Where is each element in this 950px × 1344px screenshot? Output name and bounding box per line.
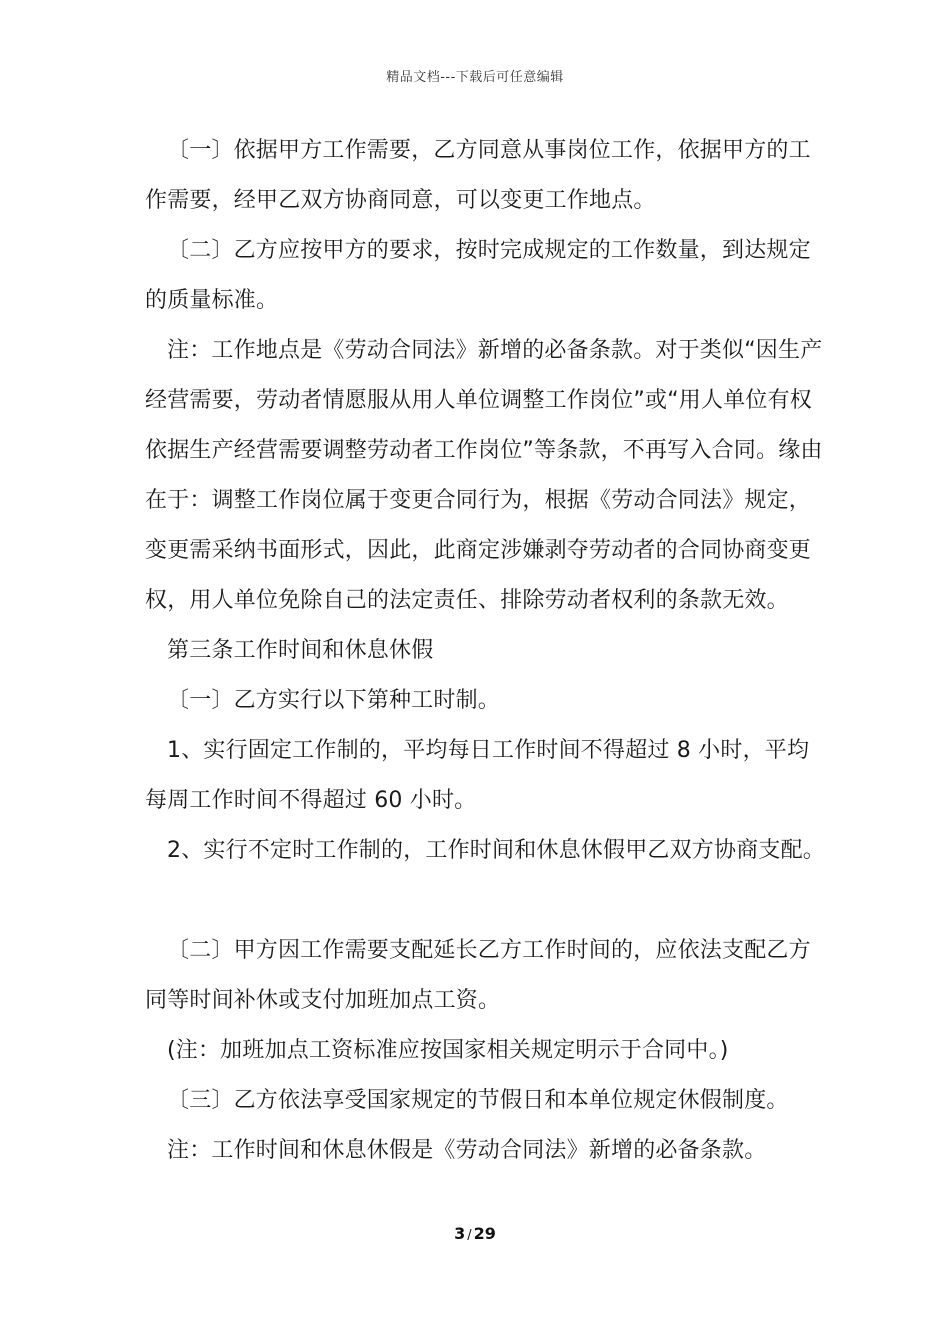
page-total: 29 xyxy=(473,1224,496,1243)
paragraph-overtime-note: (注：加班加点工资标准应按国家相关规定明示于合同中。) xyxy=(167,1038,729,1063)
header-note: 精品文档---下载后可任意编辑 xyxy=(386,70,564,85)
paragraph-overtime: 〔二〕甲方因工作需要支配延长乙方工作时间的，应依法支配乙方同等时间补休或支付加班加点工资。 xyxy=(145,938,811,1013)
paragraph-clause-2: 〔二〕乙方应按甲方的要求，按时完成规定的工作数量，到达规定的质量标准。 xyxy=(145,238,811,313)
paragraph-holidays: 〔三〕乙方依法享受国家规定的节假日和本单位规定休假制度。 xyxy=(167,1088,789,1113)
section-heading-article-3: 第三条工作时间和休息休假 xyxy=(167,638,434,663)
document-body xyxy=(145,126,825,1176)
page-number xyxy=(0,1224,950,1243)
paragraph-clause-1: 〔一〕依据甲方工作需要，乙方同意从事岗位工作，依据甲方的工作需要，经甲乙双方协商同意，可以变更工作地点。 xyxy=(145,138,811,213)
page-current: 3 xyxy=(454,1224,466,1243)
paragraph-hours-1: 〔一〕乙方实行以下第种工时制。 xyxy=(167,688,501,713)
paragraph-fixed-hours: 1、实行固定工作制的，平均每日工作时间不得超过 8 小时，平均每周工作时间不得超过 60 小时。 xyxy=(145,738,810,813)
paragraph-flexible-hours: 2、实行不定时工作制的，工作时间和休息休假甲乙双方协商支配。 xyxy=(167,838,825,863)
paragraph-note-work-location: 注：工作地点是《劳动合同法》新增的必备条款。对于类似“因生产经营需要，劳动者情愿服从用人单位调整工作岗位”或“用人单位有权依据生产经营需要调整劳动者工作岗位”等条款，不再写入合同。缘由在于：调整工作岗位属于变更合同行为，根据《劳动合同法》规定，变更需采纳书面形式，因此，此商定涉嫌剥夺劳动者的合同协商变更权，用人单位免除自己的法定责任、排除劳动者权利的条款无效。 xyxy=(145,338,823,613)
page-separator: / xyxy=(467,1228,472,1243)
paragraph-note-hours: 注：工作时间和休息休假是《劳动合同法》新增的必备条款。 xyxy=(167,1138,767,1163)
